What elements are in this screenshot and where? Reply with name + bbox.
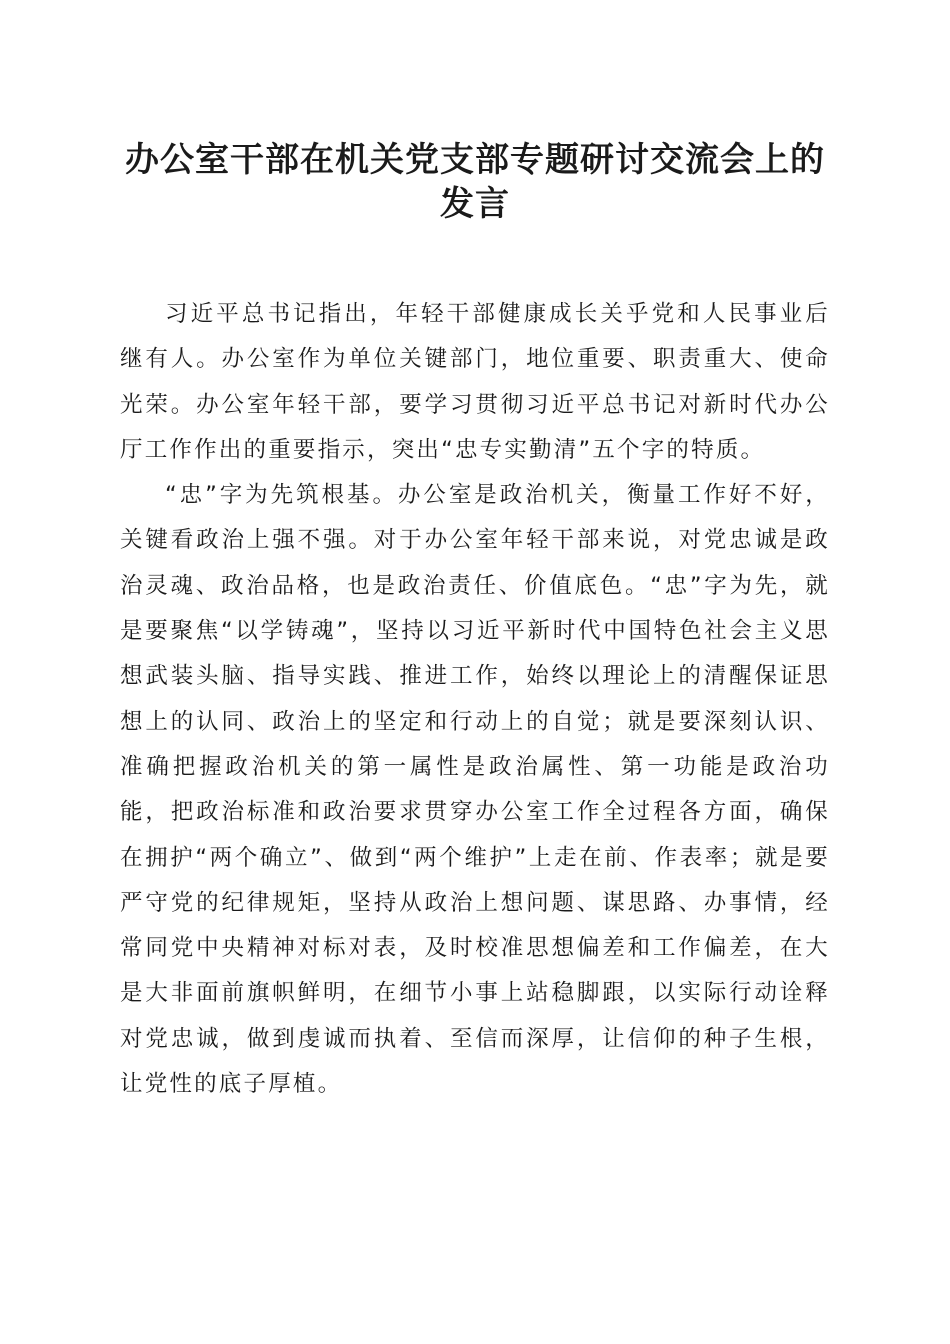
document-body (120, 292, 830, 1107)
document-title: 办公室干部在机关党支部专题研讨交流会上的发言 (125, 140, 825, 224)
paragraph-loyalty: “忠”字为先筑根基。办公室是政治机关，衡量工作好不好，关键看政治上强不强。对于办公室年轻干部来说，对党忠诚是政治灵魂、政治品格，也是政治责任、价值底色。“忠”字为先，就是要聚焦“以学铸魂”，坚持以习近平新时代中国特色社会主义思想武装头脑、指导实践、推进工作，始终以理论上的清醒保证思想上的认同、政治上的坚定和行动上的自觉；就是要深刻认识、准确把握政治机关的第一属性是政治属性、第一功能是政治功能，把政治标准和政治要求贯穿办公室工作全过程各方面，确保在拥护“两个确立”、做到“两个维护”上走在前、作表率；就是要严守党的纪律规矩，坚持从政治上想问题、谋思路、办事情，经常同党中央精神对标对表，及时校准思想偏差和工作偏差，在大是大非面前旗帜鲜明，在细节小事上站稳脚跟，以实际行动诠释对党忠诚，做到虔诚而执着、至信而深厚，让信仰的种子生根，让党性的底子厚植。 (120, 482, 830, 1098)
paragraph-intro: 习近平总书记指出，年轻干部健康成长关乎党和人民事业后继有人。办公室作为单位关键部门，地位重要、职责重大、使命光荣。办公室年轻干部，要学习贯彻习近平总书记对新时代办公厅工作作出的重要指示，突出“忠专实勤清”五个字的特质。 (120, 301, 830, 463)
document-page (120, 138, 830, 1107)
